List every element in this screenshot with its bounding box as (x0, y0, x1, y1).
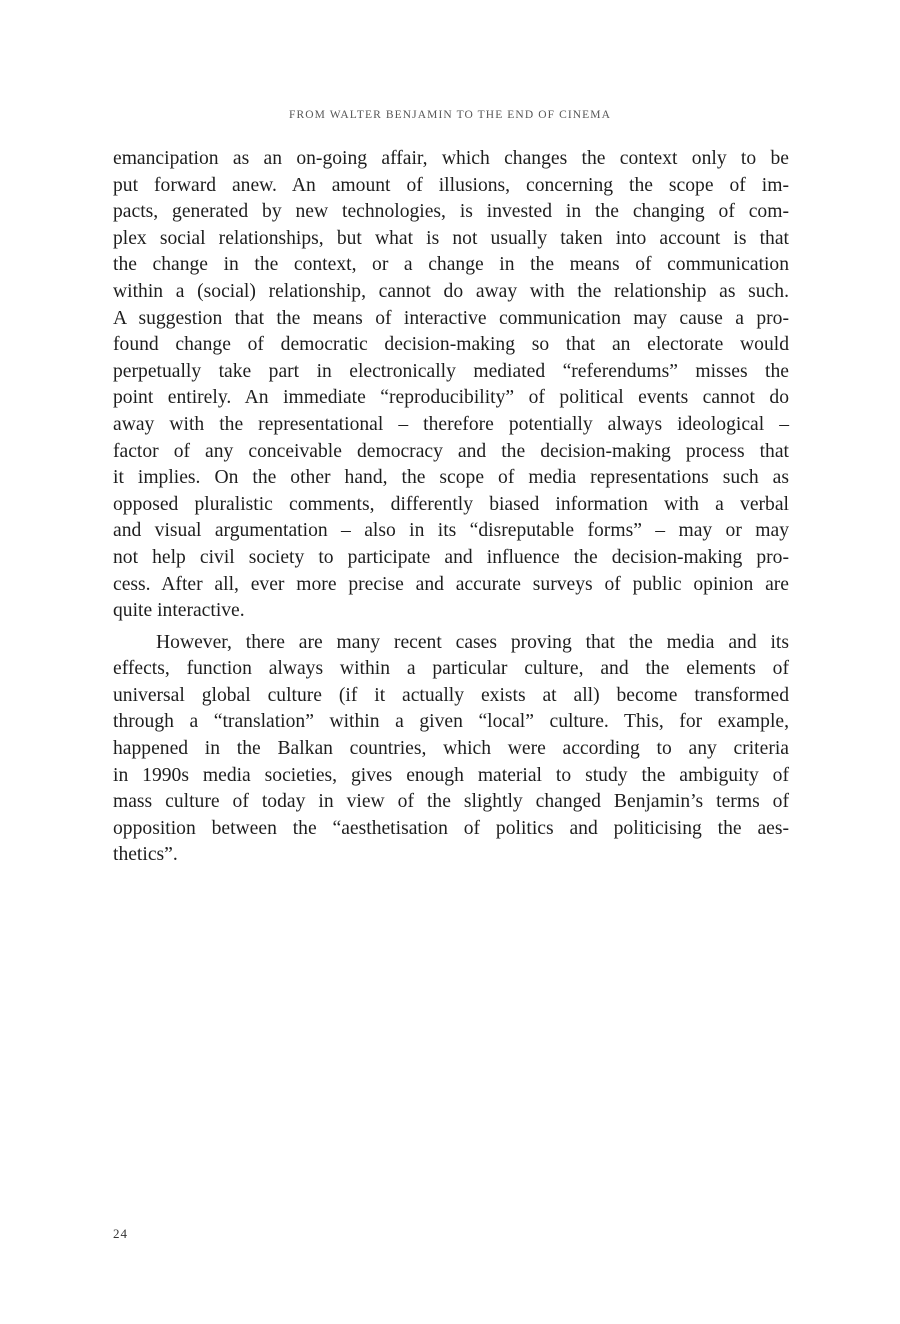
text-line: through a “translation” within a given “local” culture. This, for example, (113, 711, 789, 733)
text-line: opposition between the “aesthetisation of politics and politicising the aes- (113, 817, 789, 839)
text-line: point entirely. An immediate “reproducibility” of political events cannot do (113, 387, 789, 409)
text-line: put forward anew. An amount of illusions, concerning the scope of im- (113, 174, 789, 196)
text-line: quite interactive. (113, 600, 245, 622)
body-text (113, 146, 789, 869)
text-line: thetics”. (113, 844, 178, 866)
page-number: 24 (113, 1226, 128, 1241)
text-line: A suggestion that the means of interactive communication may cause a pro- (113, 307, 789, 329)
text-line: universal global culture (if it actually exists at all) become transformed (113, 684, 789, 706)
text-line: not help civil society to participate and influence the decision-making pro- (113, 546, 789, 568)
text-line: in 1990s media societies, gives enough material to study the ambiguity of (113, 764, 789, 786)
text-line: plex social relationships, but what is not usually taken into account is that (113, 227, 789, 249)
paragraph-1 (113, 146, 789, 625)
text-line: mass culture of today in view of the slightly changed Benjamin’s terms of (113, 791, 789, 813)
text-line: away with the representational – therefore potentially always ideological – (113, 413, 789, 435)
running-head: FROM WALTER BENJAMIN TO THE END OF CINEMA (288, 109, 612, 121)
text-line: effects, function always within a particular culture, and the elements of (113, 658, 789, 680)
text-line: cess. After all, ever more precise and accurate surveys of public opinion are (113, 573, 789, 595)
text-line: perpetually take part in electronically mediated “referendums” misses the (113, 360, 789, 382)
text-line: pacts, generated by new technologies, is invested in the changing of com- (113, 201, 789, 223)
text-line: opposed pluralistic comments, differently biased information with a verbal (113, 493, 789, 515)
text-line: factor of any conceivable democracy and the decision-making process that (113, 440, 789, 462)
text-line: and visual argumentation – also in its “disreputable forms” – may or may (113, 520, 789, 542)
text-line: within a (social) relationship, cannot do away with the relationship as such. (113, 280, 789, 302)
text-line: the change in the context, or a change in the means of communication (113, 254, 789, 276)
text-line: found change of democratic decision-making so that an electorate would (113, 334, 789, 356)
text-line: happened in the Balkan countries, which were according to any criteria (113, 738, 789, 760)
paragraph-2 (113, 630, 789, 869)
text-line: However, there are many recent cases proving that the media and its (156, 631, 789, 653)
text-line: it implies. On the other hand, the scope of media representations such as (113, 467, 789, 489)
text-line: emancipation as an on-going affair, which changes the context only to be (113, 148, 789, 169)
